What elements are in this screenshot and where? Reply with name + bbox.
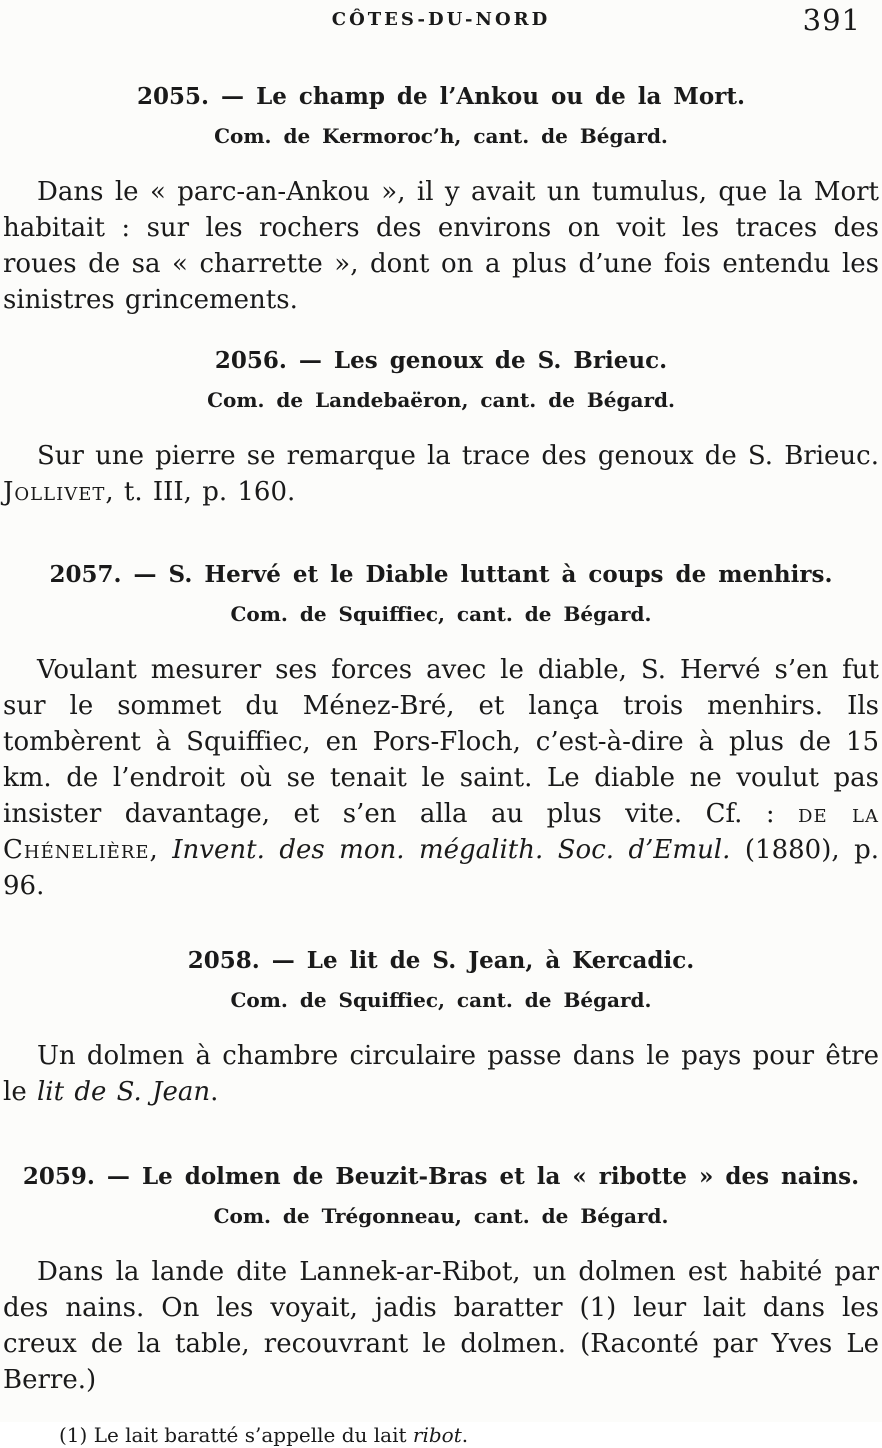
citation-italic: Invent. des mon. mégalith. Soc. d’Emul. (172, 835, 731, 865)
entry-body-2059 (3, 1254, 879, 1398)
entry-2057 (3, 558, 879, 904)
body-segment: , t. III, p. 160. (105, 477, 296, 507)
entry-title-2057: 2057. — S. Hervé et le Diable luttant à coups de menhirs. (49, 561, 833, 588)
running-title: CÔTES-DU-NORD (331, 9, 551, 30)
entry-title-2055: 2055. — Le champ de l’Ankou ou de la Mort. (137, 83, 745, 110)
footnote-segment: (1) Le lait baratté s’appelle du lait (59, 1423, 413, 1447)
running-head (3, 3, 879, 40)
body-segment: Sur une pierre se remarque la trace des genoux de S. Brieuc. (37, 441, 879, 471)
entry-title-2059: 2059. — Le dolmen de Beuzit-Bras et la « ribotte » des nains. (22, 1163, 860, 1190)
page-footer (3, 1422, 879, 1448)
entry-commune-2059: Com. de Trégonneau, cant. de Bégard. (213, 1204, 669, 1228)
entry-body-2058 (3, 1038, 879, 1110)
entry-title-2056: 2056. — Les genoux de S. Brieuc. (214, 347, 668, 374)
entry-body-2055 (3, 174, 879, 318)
author-name-smallcaps: Jollivet (3, 477, 106, 507)
entry-2059 (3, 1160, 879, 1398)
entry-body-2056 (3, 438, 879, 510)
page-number: 391 (802, 3, 861, 37)
author-name-smallcaps: de la Chénelière (3, 799, 879, 865)
footnote-segment: . (461, 1423, 469, 1447)
entry-2055 (3, 80, 879, 318)
body-segment: Un dolmen à chambre circulaire passe dans le pays pour être le (3, 1041, 879, 1107)
body-segment: Dans le « parc-an-Ankou », il y avait un tumulus, que la Mort habitait : sur les rochers des environs on voit les traces des roues de sa « charrette », dont on a plus d’une fois entendu les sinistres grincements. (3, 177, 879, 315)
entry-body-2057 (3, 652, 879, 904)
monument-name-italic: lit de S. Jean (36, 1077, 211, 1107)
body-segment: (1880), p. 96. (3, 835, 879, 901)
body-segment: Dans la lande dite Lannek-ar-Ribot, un dolmen est habité par des nains. On les voyait, jadis baratter (1) leur lait dans les creux de la table, recouvrant le dolmen. (Raconté par Yves Le Berre.) (3, 1257, 879, 1395)
entry-commune-2055: Com. de Kermoroc’h, cant. de Bégard. (214, 124, 668, 148)
footnote-term-italic: ribot (412, 1423, 462, 1447)
footnote (3, 1422, 879, 1448)
entry-commune-2056: Com. de Landebaëron, cant. de Bégard. (207, 388, 675, 412)
body-segment: , (149, 835, 173, 865)
entry-commune-2057: Com. de Squiffiec, cant. de Bégard. (230, 602, 652, 626)
entry-2056 (3, 344, 879, 510)
body-segment: . (210, 1077, 219, 1107)
entry-2058 (3, 944, 879, 1110)
entry-title-2058: 2058. — Le lit de S. Jean, à Kercadic. (187, 947, 695, 974)
body-segment: Voulant mesurer ses forces avec le diable, S. Hervé s’en fut sur le sommet du Ménez-Bré, et lança trois menhirs. Ils tombèrent à Squiffiec, en Pors-Floch, c’est-à-dire à plus de 15 km. de l’endroit où se tenait le saint. Le diable ne voulut pas insister davantage, et s’en alla au plus vite. Cf. : (3, 655, 879, 829)
entry-commune-2058: Com. de Squiffiec, cant. de Bégard. (230, 988, 652, 1012)
